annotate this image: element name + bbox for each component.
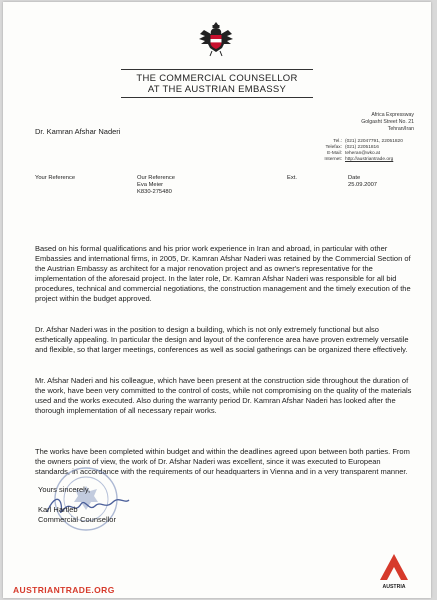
body-paragraph-3: Mr. Afshar Naderi and his colleague, which have been present at the construction side throughout the duration of the work, have been very committed to the control of costs, while not compromising on the quality of the materials used and the works executed. Also during the warranty period Dr. Kamran Afshar Naderi has looked after the thorough implementation of all necessary repair works.: [35, 376, 412, 415]
letterhead-title-1: THE COMMERCIAL COUNSELLOR: [136, 73, 298, 84]
body-paragraph-2: Dr. Afshar Naderi was in the position to design a building, which is not only extremely functional but also esthetically appealing. In particular the design and layout of the conference area have proven extremely versatile and flexible, so that larger meetings, conferences as well as social gatherings can be organized there effectively.: [35, 325, 409, 354]
contact-email: E-Mail: teheran@wko.at: [327, 151, 381, 156]
our-reference-number: K830-275480: [137, 189, 172, 196]
date-label: Date: [348, 175, 361, 181]
letter-page: [3, 2, 431, 598]
recipient-name: Dr. Kamran Afshar Naderi: [35, 127, 121, 136]
footer-brand: AUSTRIANTRADE.ORG: [13, 585, 115, 595]
your-reference-label: Your Reference: [35, 175, 76, 181]
header-rule-bottom: [121, 97, 313, 98]
embassy-address-line-3: Tehran/Iran: [387, 126, 414, 132]
contact-internet: Internet: http://austriantrade.org: [324, 157, 394, 162]
contact-fax: Telefax: (021) 22051816: [325, 145, 379, 150]
contact-tel: Tel.: (021) 22047791, 22051820: [333, 139, 403, 144]
closing-salutation: Yours sincerely,: [38, 485, 91, 494]
austrian-eagle-icon: [196, 18, 236, 60]
embassy-address-line-1: Africa Expressway: [371, 112, 414, 118]
body-paragraph-4: The works have been completed within budget and within the deadlines agreed upon between both parties. From the owners point of view, the work of Dr. Afshar Naderi was excellent, since it was executed to European standards, in accordance with the requirements of our headquarters in Vienna and in a very transparent manner.: [35, 447, 410, 476]
letterhead-title-2: AT THE AUSTRIAN EMBASSY: [147, 84, 287, 95]
our-reference-name: Eva Meier: [137, 182, 164, 189]
header-rule-top: [121, 69, 313, 70]
date-block: [348, 175, 377, 189]
our-reference-block: [137, 175, 175, 197]
contact-block: [293, 139, 403, 163]
embassy-address-line-2: Golgasht Street No. 21: [361, 119, 414, 125]
signer-name: Karl Hartleb: [38, 505, 78, 514]
austria-logo-text: AUSTRIA: [382, 584, 406, 590]
signer-title: Commercial Counsellor: [38, 515, 116, 524]
extension-label: Ext.: [287, 175, 297, 181]
our-reference-label: Our Reference: [137, 175, 176, 181]
date-value: 25.09.2007: [348, 182, 378, 189]
body-paragraph-1: Based on his formal qualifications and his prior work experience in Iran and abroad, in particular with other Embassies and international firms, in 2005, Dr. Kamran Afshar Naderi was retained by the Commercial Section of the Austrian Embassy as architect for a major renovation project and as owner's representative for the implementation of the aforesaid project. In the later role, Dr. Kamran Afshar Naderi was responsible for all bid procedures, technical and commercial negotiations, the construction management and the timely execution of the project within the budget approved.: [35, 244, 411, 303]
austria-logo-icon: [374, 550, 414, 592]
